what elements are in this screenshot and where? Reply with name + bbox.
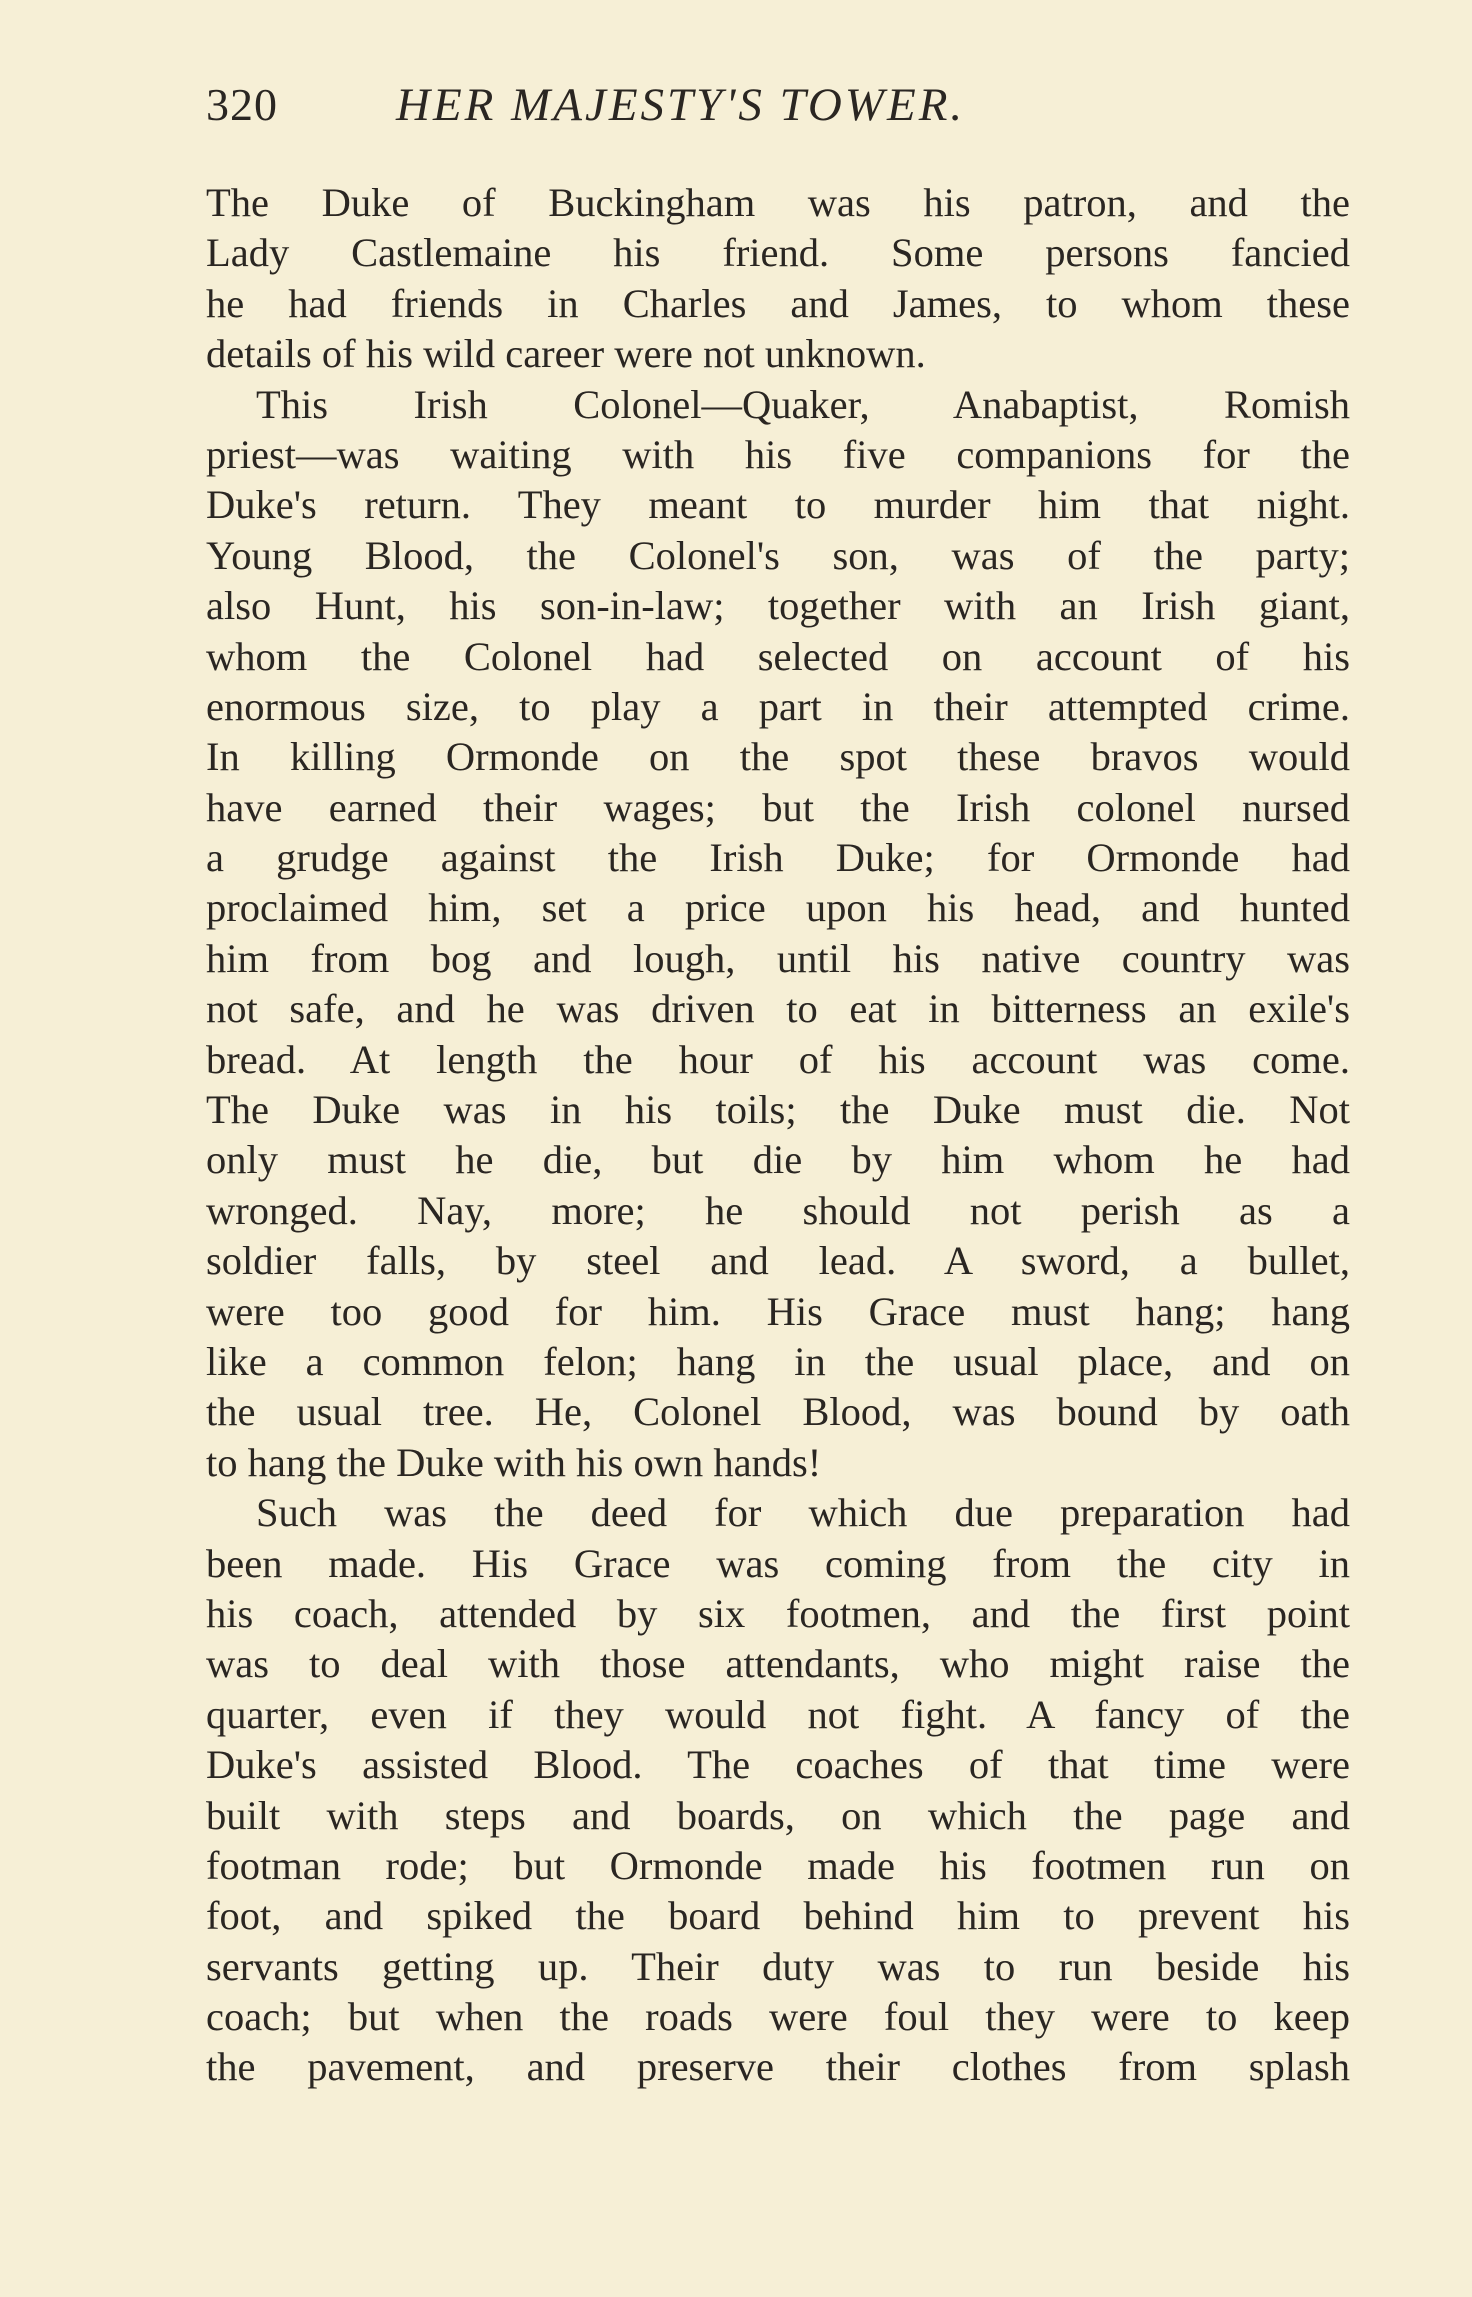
text-line: a grudge against the Irish Duke; for Ormonde had bbox=[206, 835, 1350, 881]
text-line: the pavement, and preserve their clothes from splash bbox=[206, 2044, 1350, 2090]
text-line: like a common felon; hang in the usual place, and on bbox=[206, 1338, 1350, 1384]
text-line: were too good for him. His Grace must hang; hang bbox=[206, 1288, 1350, 1334]
text-line: In killing Ormonde on the spot these bravos would bbox=[206, 734, 1350, 780]
text-line: foot, and spiked the board behind him to prevent his bbox=[206, 1893, 1350, 1939]
text-line: servants getting up. Their duty was to run beside his bbox=[206, 1943, 1350, 1989]
text-line: proclaimed him, set a price upon his head, and hunted bbox=[206, 885, 1350, 931]
text-line: This Irish Colonel—Quaker, Anabaptist, Romish bbox=[256, 381, 1350, 427]
text-line: been made. His Grace was coming from the city in bbox=[206, 1540, 1350, 1586]
body-text bbox=[206, 178, 1350, 2093]
text-line: have earned their wages; but the Irish colonel nursed bbox=[206, 784, 1350, 830]
text-line: Lady Castlemaine his friend. Some persons fancied bbox=[206, 230, 1350, 276]
text-line: priest—was waiting with his five companions for the bbox=[206, 431, 1350, 477]
text-line: quarter, even if they would not fight. A fancy of the bbox=[206, 1691, 1350, 1737]
text-line: was to deal with those attendants, who might raise the bbox=[206, 1641, 1350, 1687]
page-header bbox=[206, 74, 1356, 136]
text-line: The Duke of Buckingham was his patron, and the bbox=[206, 180, 1350, 225]
text-line: Such was the deed for which due preparation had bbox=[256, 1490, 1350, 1536]
running-title: HER MAJESTY'S TOWER. bbox=[396, 79, 966, 131]
text-line: his coach, attended by six footmen, and the first point bbox=[206, 1590, 1350, 1636]
text-line: Duke's assisted Blood. The coaches of that time were bbox=[206, 1742, 1350, 1788]
text-line: also Hunt, his son-in-law; together with an Irish giant, bbox=[206, 583, 1350, 629]
text-line: bread. At length the hour of his account was come. bbox=[206, 1036, 1350, 1082]
text-line: footman rode; but Ormonde made his footmen run on bbox=[206, 1842, 1350, 1888]
text-line: The Duke was in his toils; the Duke must die. Not bbox=[206, 1087, 1350, 1133]
text-line: him from bog and lough, until his native country was bbox=[206, 935, 1350, 981]
text-line: whom the Colonel had selected on account of his bbox=[206, 633, 1350, 679]
text-line: built with steps and boards, on which the page and bbox=[206, 1792, 1350, 1838]
text-line: Duke's return. They meant to murder him that night. bbox=[206, 482, 1350, 528]
text-line: soldier falls, by steel and lead. A sword, a bullet, bbox=[206, 1238, 1350, 1284]
text-line: the usual tree. He, Colonel Blood, was bound by oath bbox=[206, 1389, 1350, 1435]
text-line: wronged. Nay, more; he should not perish as a bbox=[206, 1187, 1350, 1233]
text-line: to hang the Duke with his own hands! bbox=[206, 1439, 822, 1485]
text-line: details of his wild career were not unknown. bbox=[206, 331, 926, 377]
text-line: coach; but when the roads were foul they were to keep bbox=[206, 1994, 1350, 2040]
page-number: 320 bbox=[206, 79, 278, 130]
text-line: not safe, and he was driven to eat in bitterness an exile's bbox=[206, 986, 1350, 1032]
text-line: enormous size, to play a part in their attempted crime. bbox=[206, 683, 1350, 729]
text-line: he had friends in Charles and James, to whom these bbox=[206, 280, 1350, 326]
text-line: only must he die, but die by him whom he had bbox=[206, 1137, 1350, 1183]
text-line: Young Blood, the Colonel's son, was of the party; bbox=[206, 532, 1350, 578]
